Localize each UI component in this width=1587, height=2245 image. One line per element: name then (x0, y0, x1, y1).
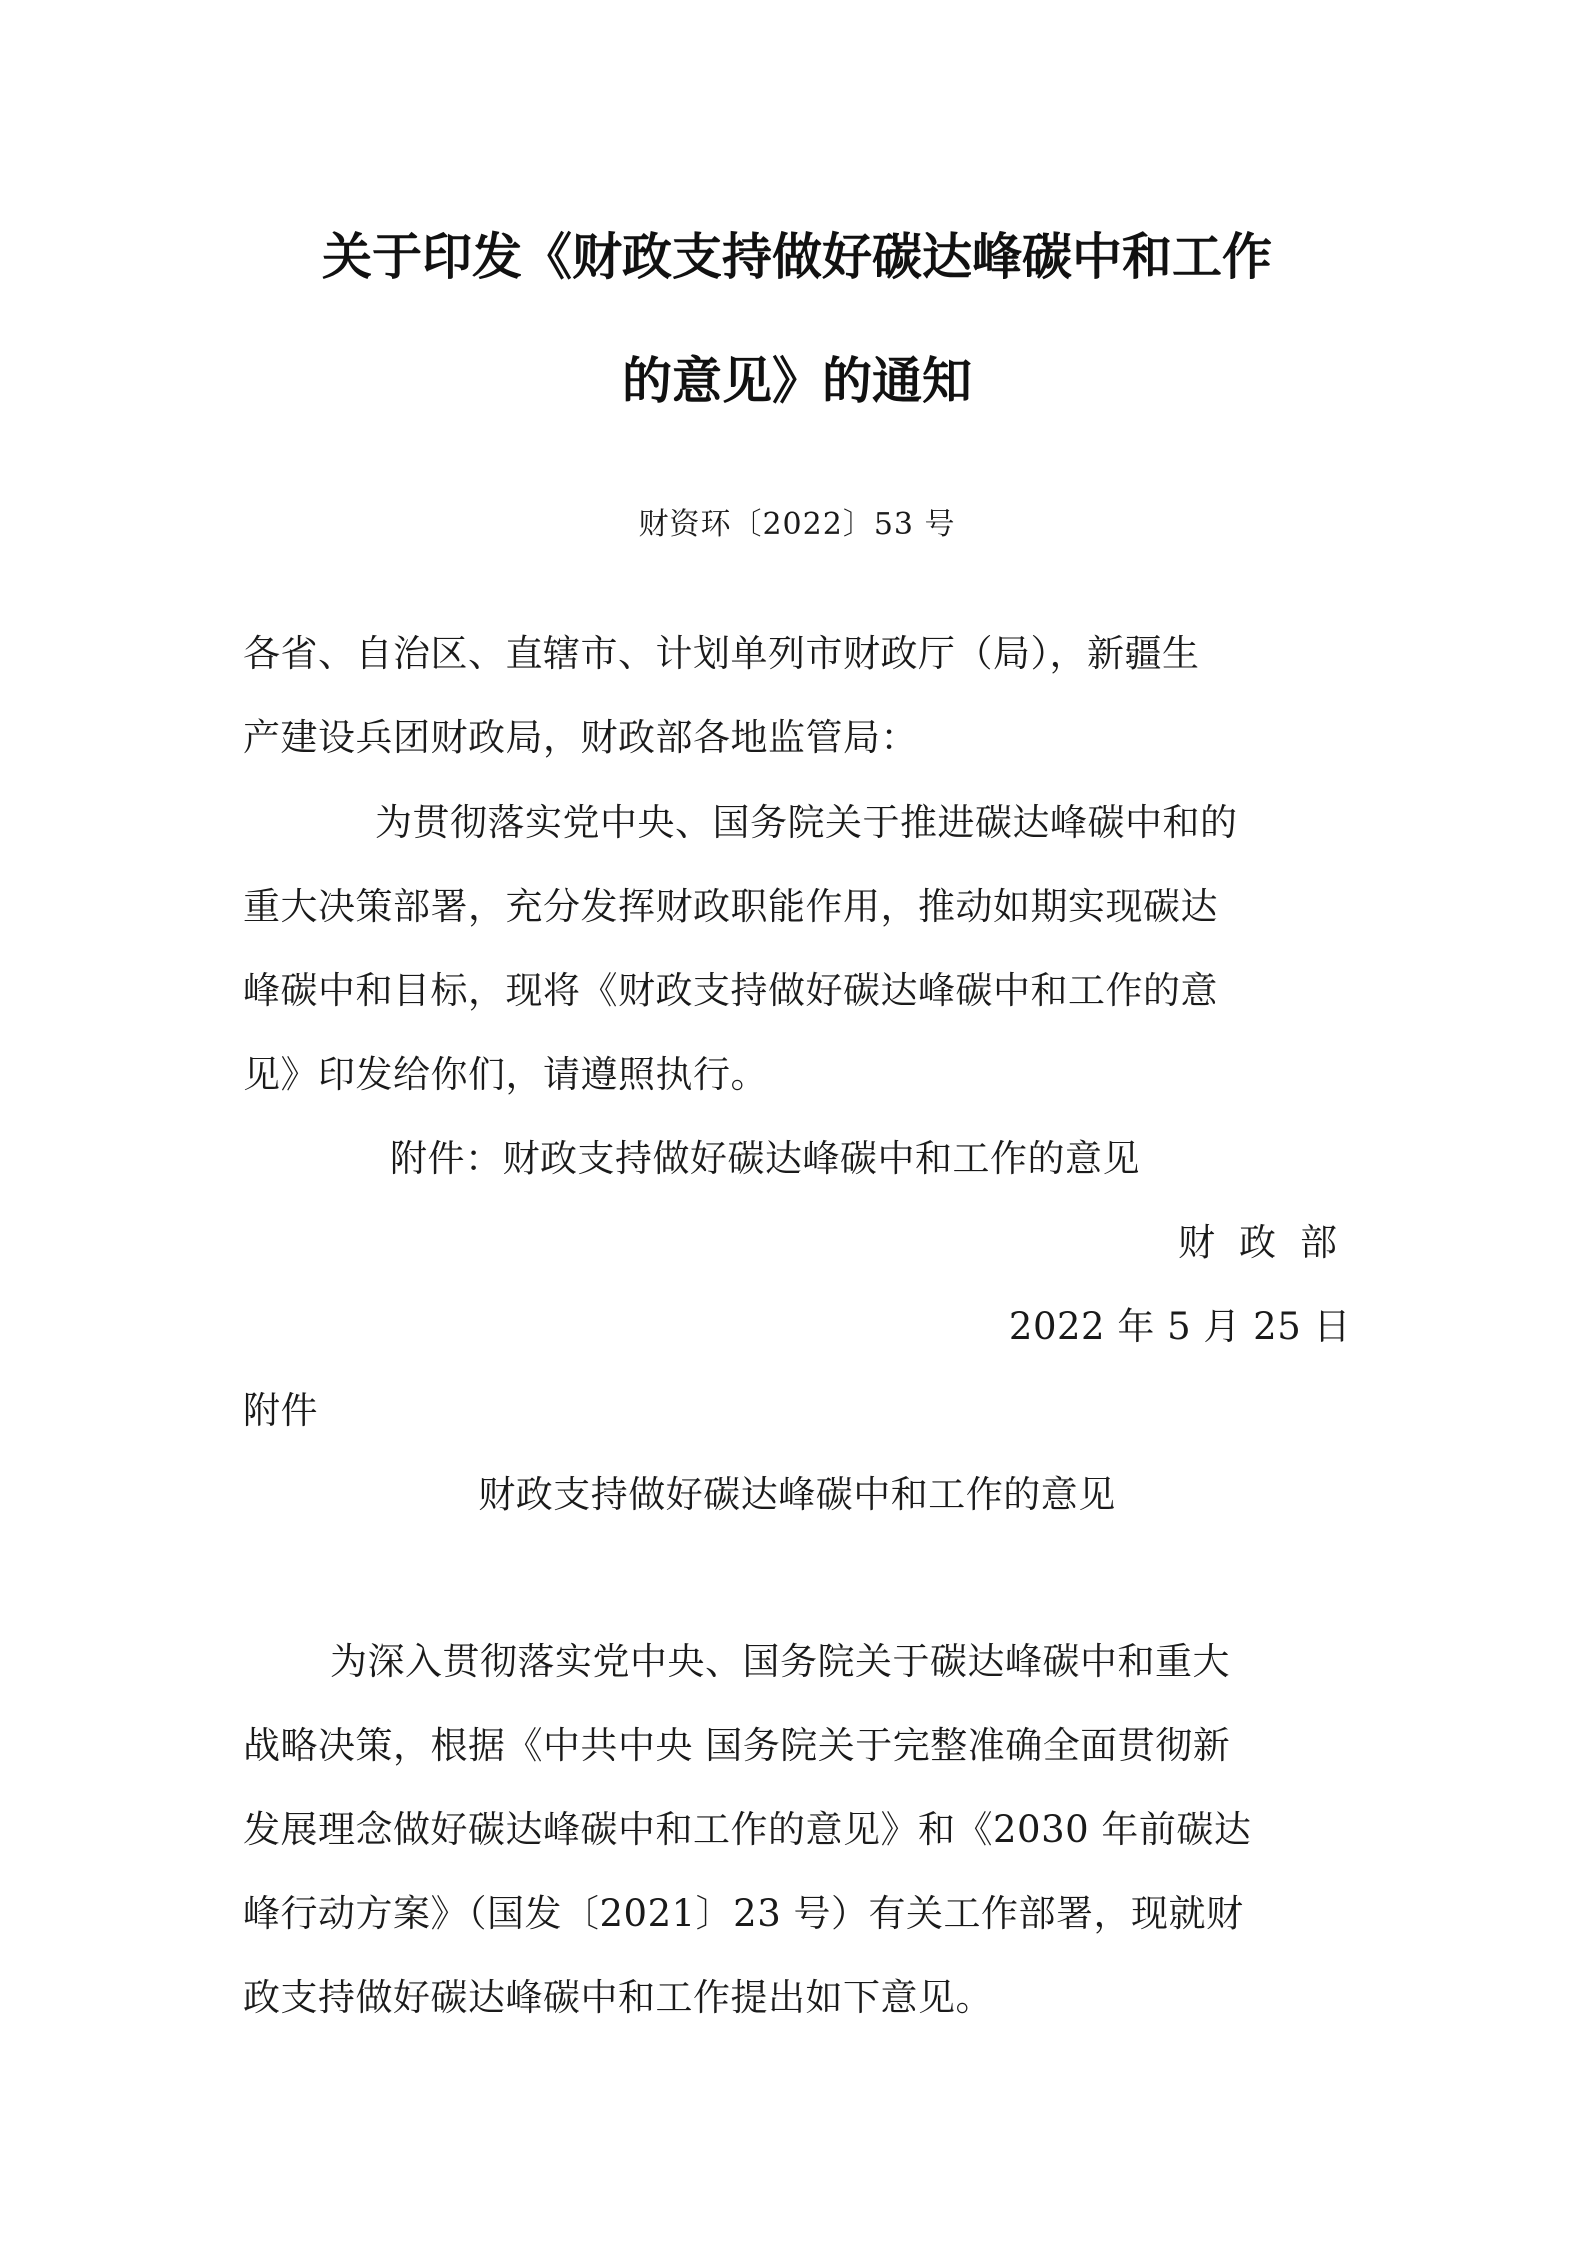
opinion-paragraph-line-3: 发展理念做好碳达峰碳中和工作的意见》和《2030 年前碳达 (243, 1808, 1252, 1851)
opinion-paragraph-line-2: 战略决策，根据《中共中央 国务院关于完整准确全面贯彻新 (243, 1724, 1231, 1767)
addressee-line-2: 产建设兵团财政局，财政部各地监管局： (243, 716, 918, 759)
document-title-line-1: 关于印发《财政支持做好碳达峰碳中和工作 (322, 228, 1272, 286)
opinion-paragraph-line-1: 为深入贯彻落实党中央、国务院关于碳达峰碳中和重大 (330, 1640, 1230, 1683)
body-paragraph-line-4: 见》印发给你们，请遵照执行。 (243, 1053, 768, 1096)
issue-date: 2022 年 5 月 25 日 (1008, 1305, 1351, 1348)
addressee-line-1: 各省、自治区、直辖市、计划单列市财政厅（局），新疆生 (243, 632, 1200, 675)
body-paragraph-line-1: 为贯彻落实党中央、国务院关于推进碳达峰碳中和的 (375, 801, 1238, 844)
attachment-note: 附件：财政支持做好碳达峰碳中和工作的意见 (390, 1137, 1140, 1180)
document-number: 财资环〔2022〕53 号 (638, 507, 956, 542)
body-paragraph-line-2: 重大决策部署，充分发挥财政职能作用，推动如期实现碳达 (243, 885, 1218, 928)
issuer-signature: 财政部 (1178, 1221, 1361, 1264)
opinion-paragraph-line-4: 峰行动方案》（国发〔2021〕23 号）有关工作部署，现就财 (243, 1892, 1244, 1935)
opinion-paragraph-line-5: 政支持做好碳达峰碳中和工作提出如下意见。 (243, 1976, 993, 2019)
document-title-line-2: 的意见》的通知 (622, 352, 972, 410)
body-paragraph-line-3: 峰碳中和目标，现将《财政支持做好碳达峰碳中和工作的意 (243, 969, 1218, 1012)
attachment-title: 财政支持做好碳达峰碳中和工作的意见 (478, 1473, 1116, 1516)
attachment-label: 附件 (243, 1389, 318, 1432)
